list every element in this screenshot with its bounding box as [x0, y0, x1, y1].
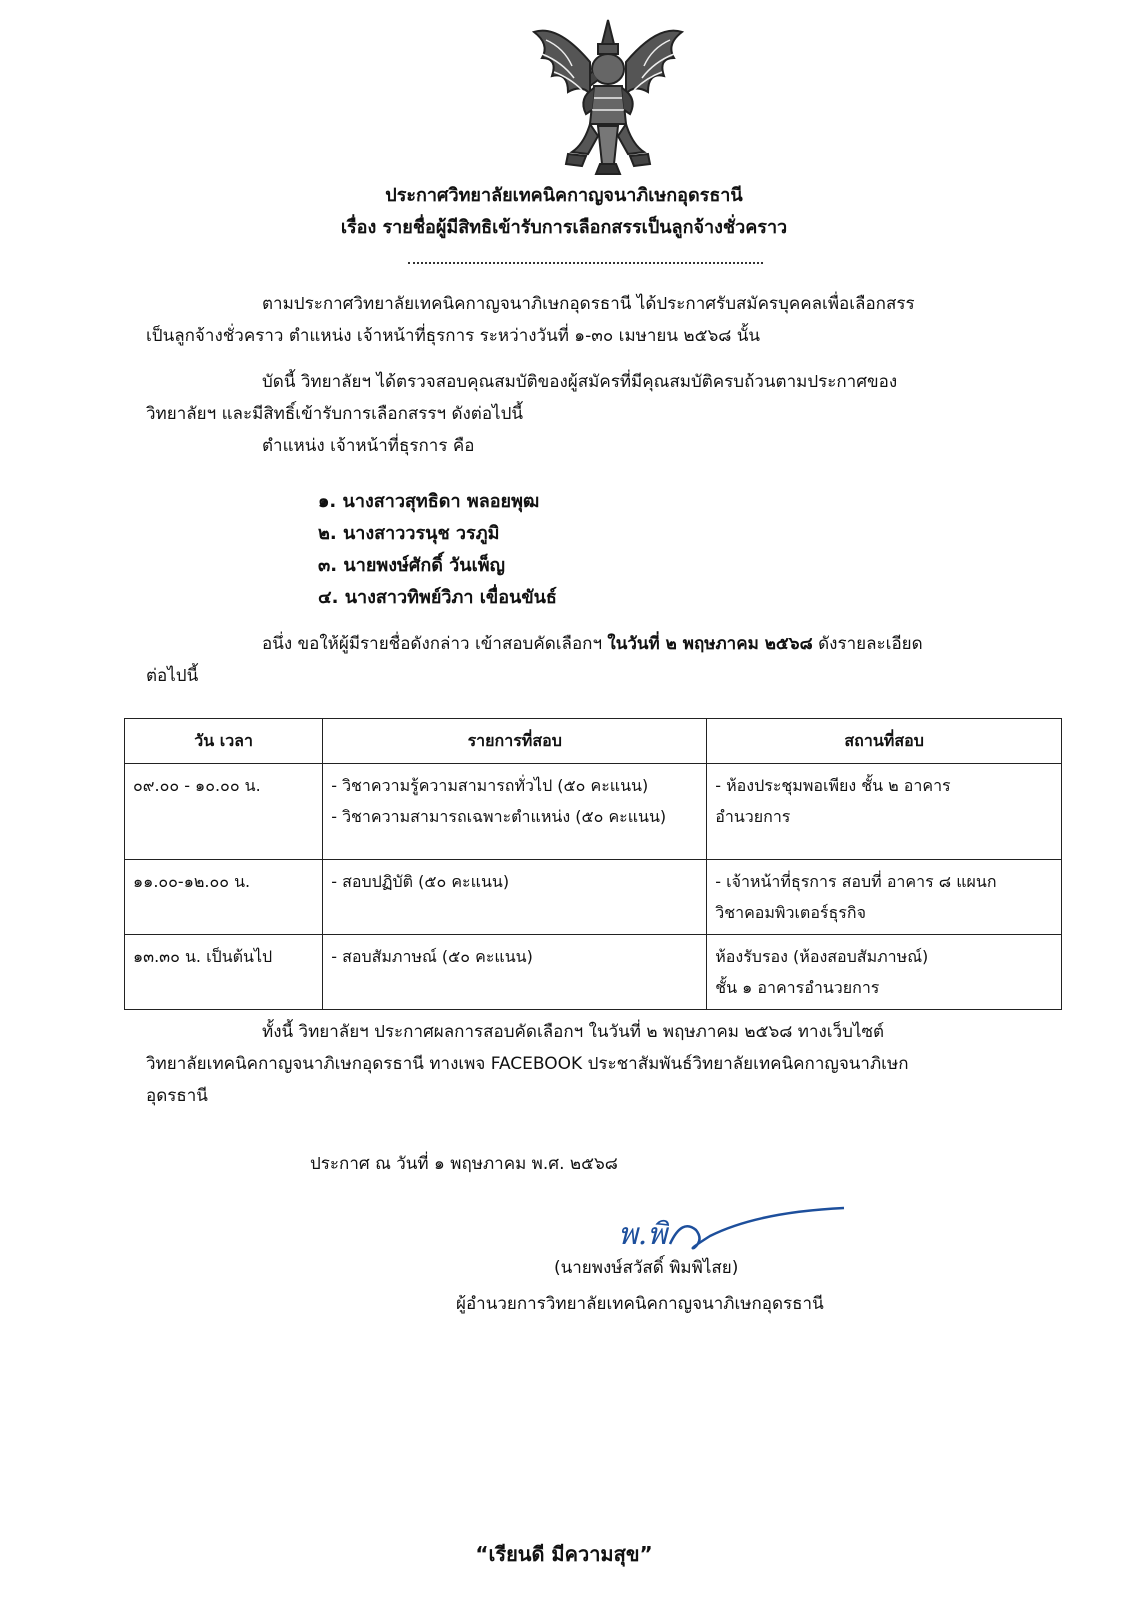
candidate-item: ๔. นางสาวทิพย์วิภา เขื่อนขันธ์	[318, 587, 557, 608]
dotted-divider	[408, 262, 763, 264]
announcement-title: ประกาศวิทยาลัยเทคนิคกาญจนาภิเษกอุดรธานี	[385, 185, 743, 206]
table-row	[125, 860, 1062, 935]
table-cell-time: ๐๙.๐๐ - ๑๐.๐๐ น.	[125, 764, 323, 860]
results-line2: วิทยาลัยเทคนิคกาญจนาภิเษกอุดรธานี ทางเพจ FACEBOOK ประชาสัมพันธ์วิทยาลัยเทคนิคกาญจนาภิเษก	[146, 1054, 909, 1074]
table-cell-location	[707, 935, 1062, 1010]
table-header-time: วัน เวลา	[125, 719, 323, 764]
candidate-item: ๒. นางสาววรนุช วรภูมิ	[318, 523, 500, 544]
subject-line: - สอบสัมภาษณ์ (๕๐ คะแนน)	[331, 947, 533, 966]
subject-line: - วิชาความสามารถเฉพาะตำแหน่ง (๕๐ คะแนน)	[331, 807, 667, 826]
paragraph-intro	[146, 288, 1026, 352]
location-line: วิชาคอมพิวเตอร์ธุรกิจ	[715, 903, 866, 922]
table-cell-time: ๑๑.๐๐-๑๒.๐๐ น.	[125, 860, 323, 935]
location-line: ห้องรับรอง (ห้องสอบสัมภาษณ์)	[715, 947, 929, 966]
exam-date-line2: ต่อไปนี้	[146, 666, 199, 686]
exam-date-bold: ในวันที่ ๒ พฤษภาคม ๒๕๖๘	[607, 634, 813, 654]
paragraph-exam-date	[146, 628, 1026, 692]
table-header-location: สถานที่สอบ	[707, 719, 1062, 764]
signature-icon	[618, 1200, 848, 1260]
table-cell-location	[707, 764, 1062, 860]
paragraph-qualified-line2: วิทยาลัยฯ และมีสิทธิ์เข้ารับการเลือกสรรฯ ดังต่อไปนี้	[146, 404, 523, 424]
signature-text: พ.พิ	[618, 1217, 668, 1252]
signer-name: (นายพงษ์สวัสดิ์ พิมพิไสย)	[554, 1258, 739, 1278]
results-line3: อุดรธานี	[146, 1086, 208, 1106]
location-line: ชั้น ๑ อาคารอำนวยการ	[715, 978, 880, 997]
location-line: - ห้องประชุมพอเพียง ชั้น ๒ อาคาร	[715, 776, 951, 795]
garuda-emblem-icon	[528, 14, 688, 179]
candidate-item: ๓. นายพงษ์ศักดิ์ วันเพ็ญ	[318, 555, 505, 576]
results-line1: ทั้งนี้ วิทยาลัยฯ ประกาศผลการสอบคัดเลือกฯ ในวันที่ ๒ พฤษภาคม ๒๕๖๘ ทางเว็บไซต์	[262, 1022, 885, 1042]
paragraph-qualified	[146, 366, 1026, 462]
table-cell-subject	[323, 764, 707, 860]
college-motto: “เรียนดี มีความสุข”	[475, 1542, 653, 1566]
paragraph-results	[146, 1016, 1026, 1112]
table-header-subject: รายการที่สอบ	[323, 719, 707, 764]
exam-schedule-table	[124, 718, 1062, 1010]
table-cell-time: ๑๓.๓๐ น. เป็นต้นไป	[125, 935, 323, 1010]
announcement-subject: เรื่อง รายชื่อผู้มีสิทธิเข้ารับการเลือกสรรเป็นลูกจ้างชั่วคราว	[340, 217, 788, 238]
paragraph-qualified-line1: บัดนี้ วิทยาลัยฯ ได้ตรวจสอบคุณสมบัติของผู้สมัครที่มีคุณสมบัติครบถ้วนตามประกาศของ	[262, 372, 898, 392]
subject-line: - สอบปฏิบัติ (๕๐ คะแนน)	[331, 872, 510, 891]
signer-title: ผู้อำนวยการวิทยาลัยเทคนิคกาญจนาภิเษกอุดรธานี	[456, 1294, 824, 1314]
table-row	[125, 935, 1062, 1010]
announcement-date: ประกาศ ณ วันที่ ๑ พฤษภาคม พ.ศ. ๒๕๖๘	[310, 1154, 618, 1174]
location-line: - เจ้าหน้าที่ธุรการ สอบที่ อาคาร ๘ แผนก	[715, 872, 997, 891]
position-line: ตำแหน่ง เจ้าหน้าที่ธุรการ คือ	[262, 436, 475, 456]
location-line: อำนวยการ	[715, 807, 791, 826]
candidate-item: ๑. นางสาวสุทธิดา พลอยพุฒ	[318, 491, 540, 512]
table-cell-subject	[323, 935, 707, 1010]
exam-date-post: ดังรายละเอียด	[812, 634, 923, 654]
table-header-row	[125, 719, 1062, 764]
paragraph-intro-line2: เป็นลูกจ้างชั่วคราว ตำแหน่ง เจ้าหน้าที่ธุรการ ระหว่างวันที่ ๑-๓๐ เมษายน ๒๕๖๘ นั้น	[146, 326, 761, 346]
exam-date-pre: อนึ่ง ขอให้ผู้มีรายชื่อดังกล่าว เข้าสอบคัดเลือกฯ	[262, 634, 608, 654]
paragraph-intro-line1: ตามประกาศวิทยาลัยเทคนิคกาญจนาภิเษกอุดรธานี ได้ประกาศรับสมัครบุคคลเพื่อเลือกสรร	[262, 294, 915, 314]
table-row	[125, 764, 1062, 860]
table-cell-subject	[323, 860, 707, 935]
subject-line: - วิชาความรู้ความสามารถทั่วไป (๕๐ คะแนน)	[331, 776, 649, 795]
table-cell-location	[707, 860, 1062, 935]
